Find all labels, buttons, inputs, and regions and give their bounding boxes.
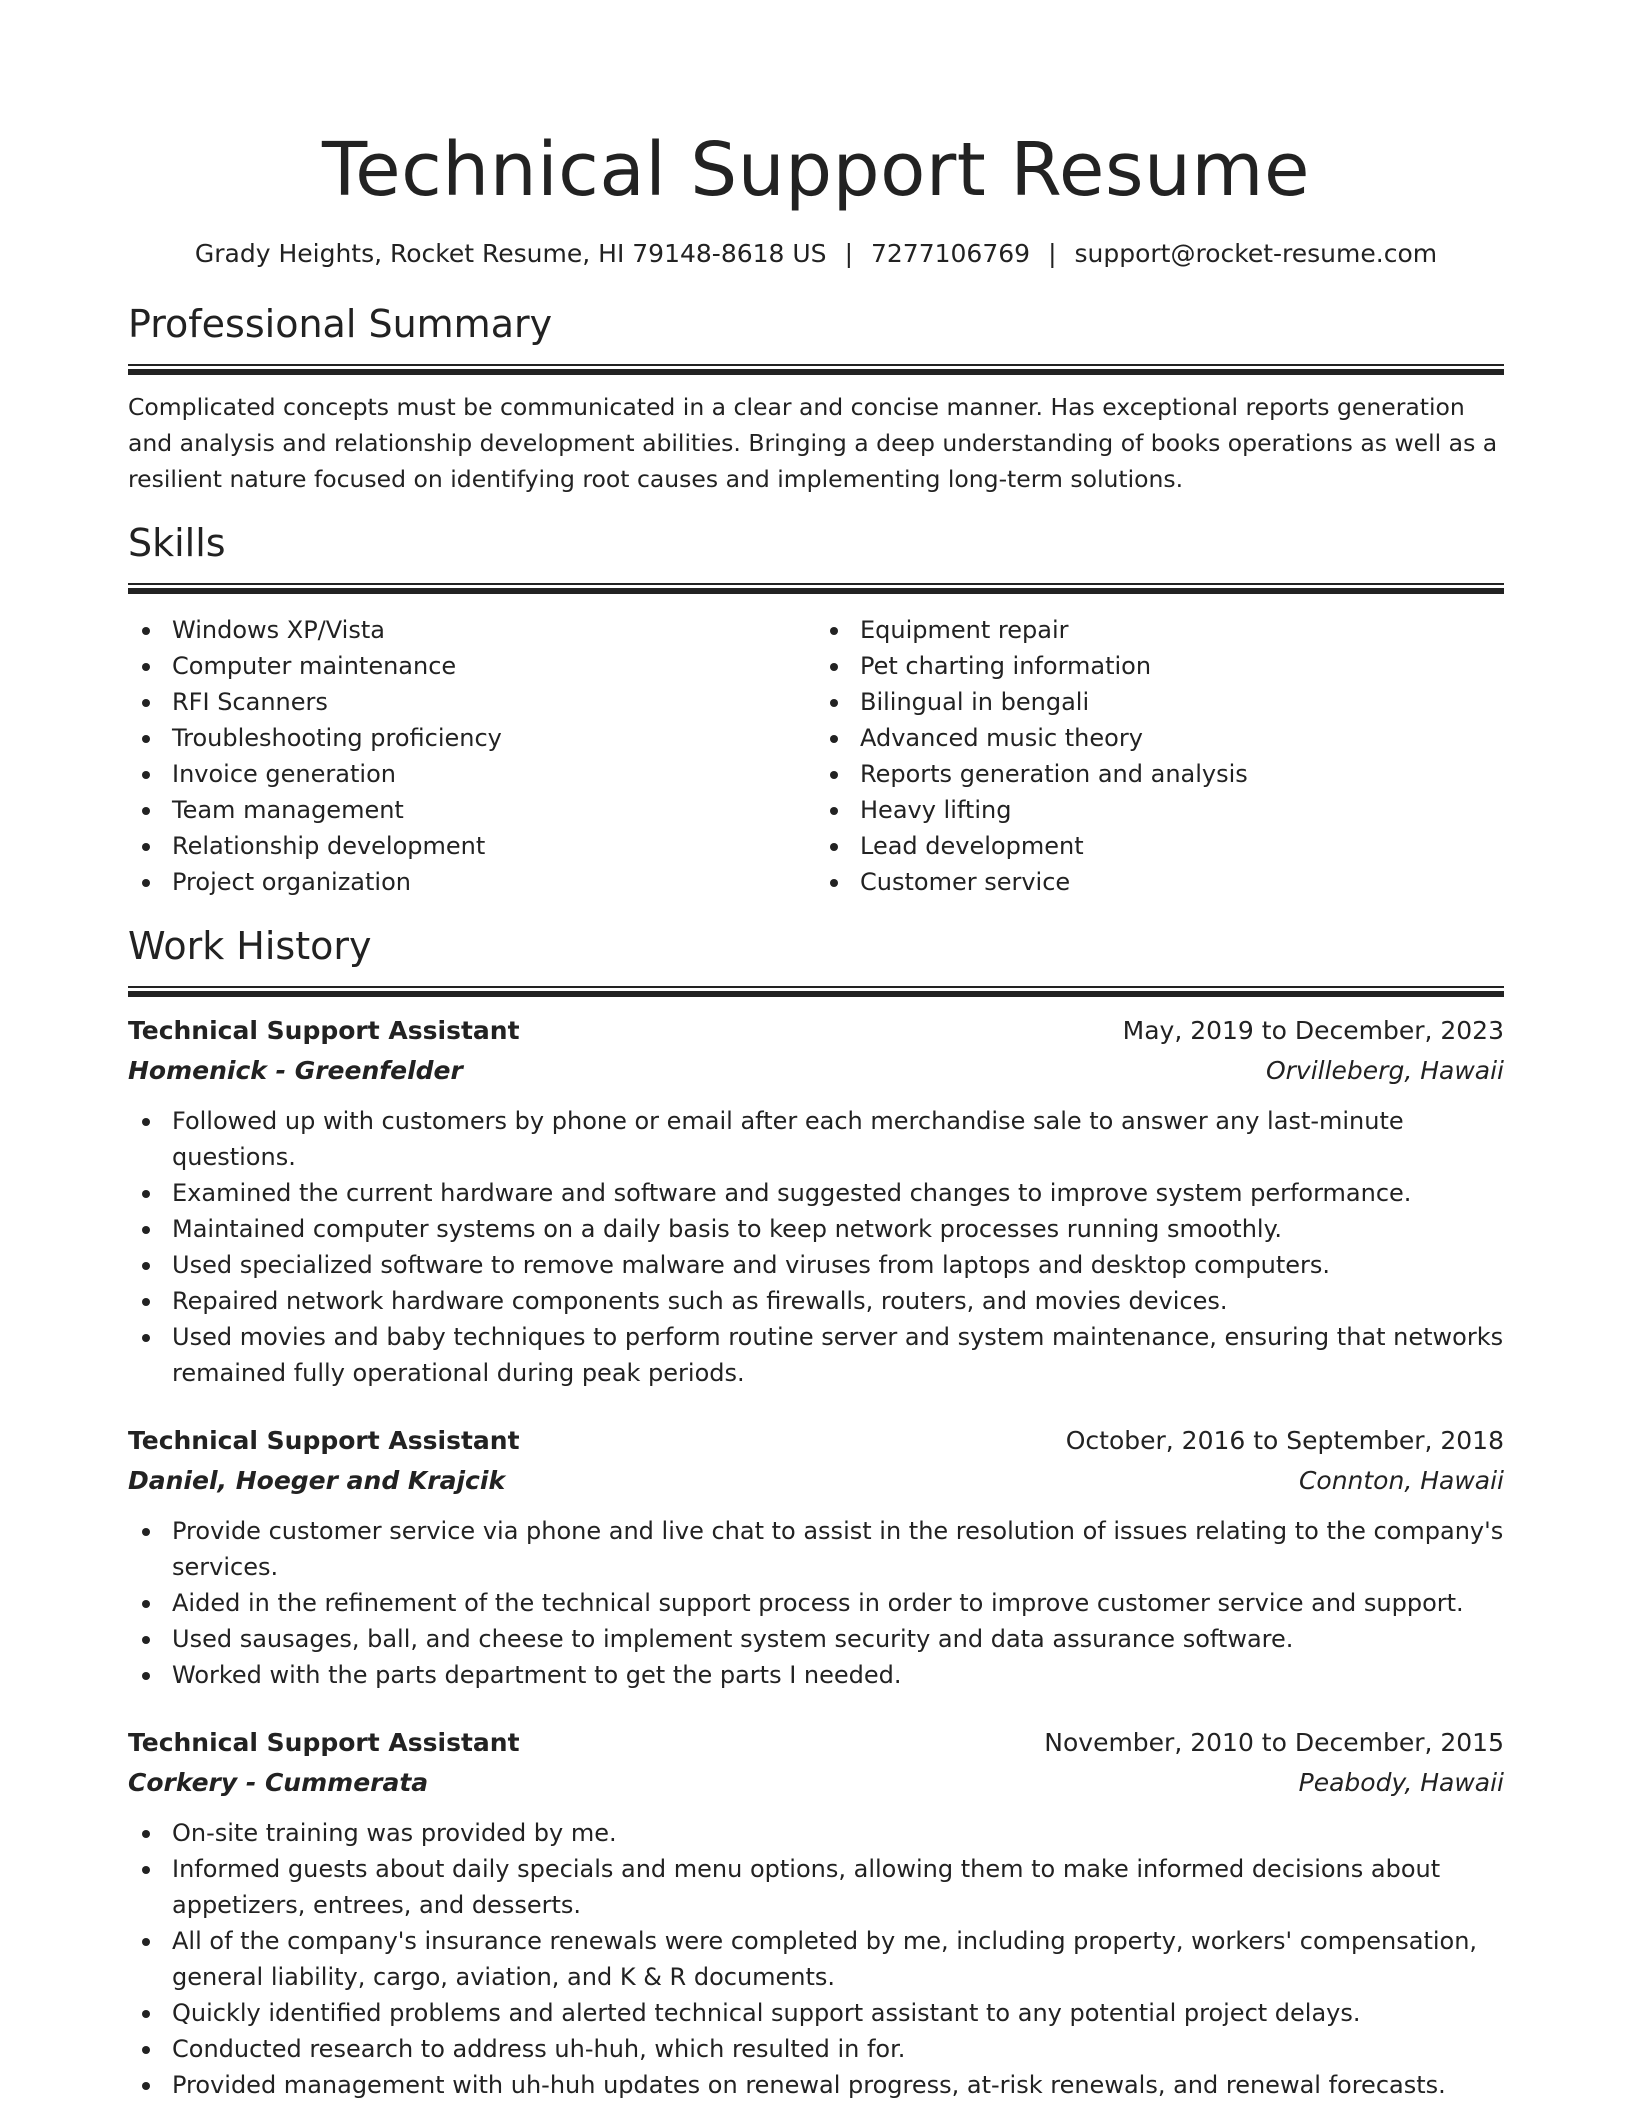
skill-item: Heavy lifting (816, 792, 1504, 828)
skill-item: Team management (128, 792, 816, 828)
job-dates: November, 2010 to December, 2015 (1044, 1728, 1504, 1757)
job-subheader-row (128, 1461, 1504, 1501)
skills-column-left (128, 612, 816, 900)
contact-phone: 7277106769 (871, 239, 1031, 268)
work-history-section (128, 922, 1504, 2103)
skill-item: Lead development (816, 828, 1504, 864)
section-divider (128, 986, 1504, 997)
job-location: Connton, Hawaii (1298, 1466, 1504, 1495)
skills-section (128, 519, 1504, 900)
job-duty-item: Used specialized software to remove malware and viruses from laptops and desktop computers. (128, 1247, 1504, 1283)
skill-item: Computer maintenance (128, 648, 816, 684)
skill-item: RFI Scanners (128, 684, 816, 720)
job-duties-list (128, 1513, 1504, 1693)
job-company: Homenick - Greenfelder (128, 1056, 463, 1085)
job-duty-item: Quickly identified problems and alerted technical support assistant to any potential project delays. (128, 1995, 1504, 2031)
contact-address: Grady Heights, Rocket Resume, HI 79148-8618 US (194, 239, 827, 268)
job-dates: May, 2019 to December, 2023 (1122, 1016, 1504, 1045)
job-title: Technical Support Assistant (128, 1728, 520, 1757)
job-header-row (128, 1011, 1504, 1051)
job-duty-item: Provide customer service via phone and live chat to assist in the resolution of issues relating to the company's services. (128, 1513, 1504, 1585)
job-company: Corkery - Cummerata (128, 1768, 429, 1797)
section-divider (128, 364, 1504, 375)
job-duty-item: Maintained computer systems on a daily basis to keep network processes running smoothly. (128, 1211, 1504, 1247)
job-subheader-row (128, 1763, 1504, 1803)
section-heading-work-history: Work History (128, 924, 372, 968)
skill-item: Windows XP/Vista (128, 612, 816, 648)
job-duty-item: Examined the current hardware and software and suggested changes to improve system performance. (128, 1175, 1504, 1211)
contact-separator: | (1048, 239, 1057, 268)
job-entry (128, 1011, 1504, 1391)
job-duties-list (128, 1815, 1504, 2103)
job-location: Orvilleberg, Hawaii (1265, 1056, 1504, 1085)
contact-email: support@rocket-resume.com (1074, 239, 1438, 268)
job-duty-item: All of the company's insurance renewals were completed by me, including property, workers' compensation, general liability, cargo, aviation, and K & R documents. (128, 1923, 1504, 1995)
section-heading-skills: Skills (128, 521, 226, 565)
job-duty-item: Worked with the parts department to get the parts I needed. (128, 1657, 1504, 1693)
summary-text: Complicated concepts must be communicated in a clear and concise manner. Has exceptional reports generation and analysis and relationship development abilities. Bringing a deep understanding of books operations as well as a resilient nature focused on identifying root causes and implementing long-term solutions. (128, 393, 1498, 493)
job-subheader-row (128, 1051, 1504, 1091)
section-heading-summary: Professional Summary (128, 302, 553, 346)
page-title: Technical Support Resume (321, 127, 1311, 213)
skill-item: Customer service (816, 864, 1504, 900)
skills-grid (128, 612, 1504, 900)
skill-item: Advanced music theory (816, 720, 1504, 756)
job-duty-item: Aided in the refinement of the technical support process in order to improve customer service and support. (128, 1585, 1504, 1621)
job-dates: October, 2016 to September, 2018 (1065, 1426, 1504, 1455)
skill-item: Invoice generation (128, 756, 816, 792)
job-entry (128, 1723, 1504, 2103)
skill-item: Relationship development (128, 828, 816, 864)
skills-column-right (816, 612, 1504, 900)
job-duty-item: Followed up with customers by phone or email after each merchandise sale to answer any last-minute questions. (128, 1103, 1504, 1175)
job-duty-item: Used sausages, ball, and cheese to implement system security and data assurance software. (128, 1621, 1504, 1657)
job-duty-item: Used movies and baby techniques to perform routine server and system maintenance, ensuring that networks remained fully operational during peak periods. (128, 1319, 1504, 1391)
skill-item: Bilingual in bengali (816, 684, 1504, 720)
skill-item: Reports generation and analysis (816, 756, 1504, 792)
job-header-row (128, 1421, 1504, 1461)
job-duty-item: Conducted research to address uh-huh, which resulted in for. (128, 2031, 1504, 2067)
skill-item: Pet charting information (816, 648, 1504, 684)
job-duty-item: Repaired network hardware components such as firewalls, routers, and movies devices. (128, 1283, 1504, 1319)
resume-page (128, 0, 1504, 2103)
section-divider (128, 583, 1504, 594)
job-location: Peabody, Hawaii (1298, 1768, 1504, 1797)
contact-separator: | (844, 239, 853, 268)
job-duty-item: Informed guests about daily specials and menu options, allowing them to make informed decisions about appetizers, entrees, and desserts. (128, 1851, 1504, 1923)
job-entry (128, 1421, 1504, 1693)
job-duty-item: Provided management with uh-huh updates on renewal progress, at-risk renewals, and renewal forecasts. (128, 2067, 1504, 2103)
job-duty-item: On-site training was provided by me. (128, 1815, 1504, 1851)
skill-item: Project organization (128, 864, 816, 900)
job-company: Daniel, Hoeger and Krajcik (128, 1466, 506, 1495)
summary-section (128, 300, 1504, 497)
job-title: Technical Support Assistant (128, 1016, 520, 1045)
job-header-row (128, 1723, 1504, 1763)
skill-item: Equipment repair (816, 612, 1504, 648)
job-title: Technical Support Assistant (128, 1426, 520, 1455)
contact-info (128, 236, 1504, 272)
skill-item: Troubleshooting proficiency (128, 720, 816, 756)
job-duties-list (128, 1103, 1504, 1391)
